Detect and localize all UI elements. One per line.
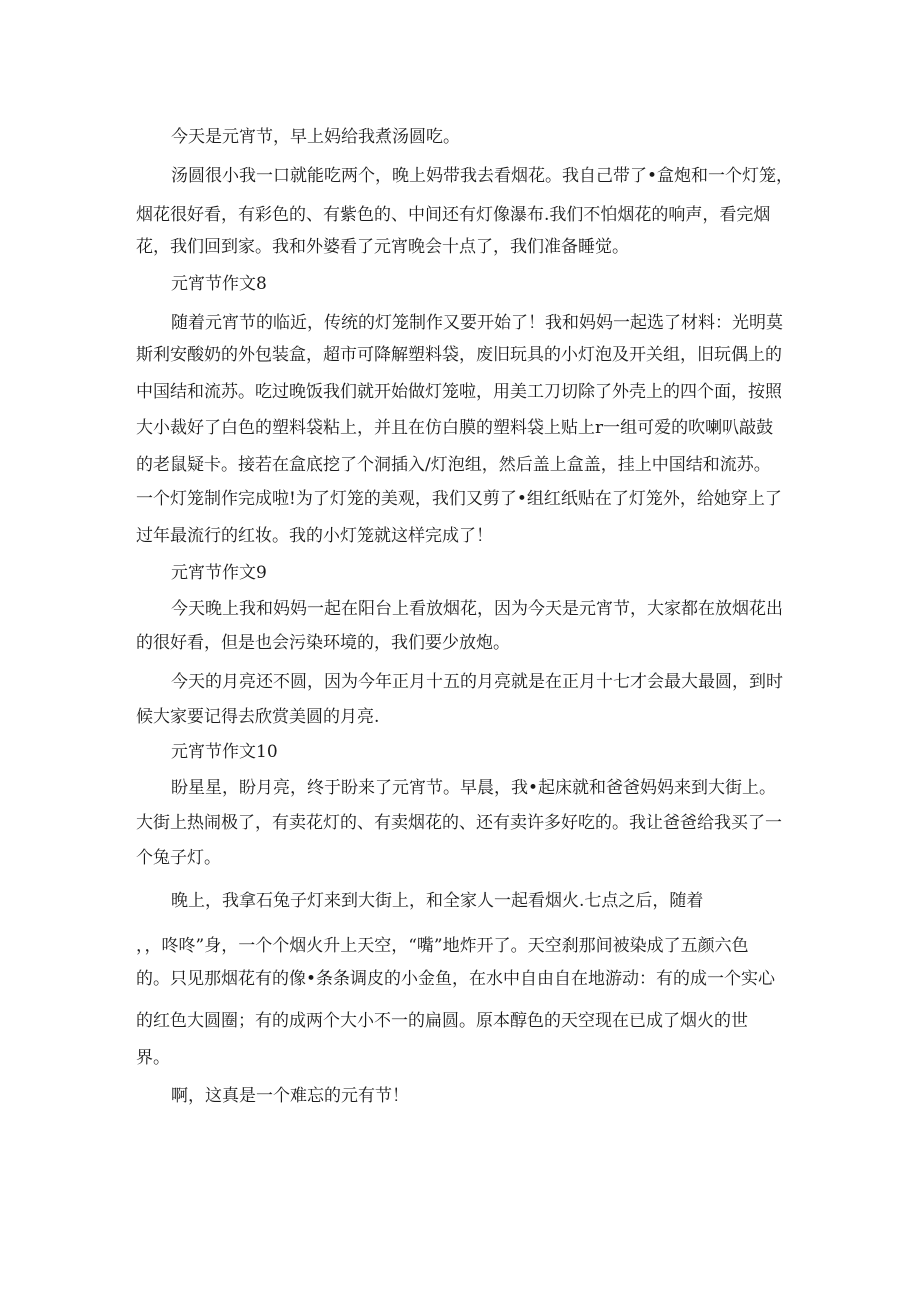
paragraph-line: 的。只见那烟花有的像•条条调皮的小金鱼，在水中自由自在地游动：有的成一个实心	[136, 969, 776, 989]
paragraph-line: 界。	[136, 1048, 170, 1068]
paragraph-line: 大小裁好了白色的塑料袋粘上，并且在仿白膜的塑料袋上贴上r一组可爱的吹喇叭敲鼓	[136, 418, 774, 438]
paragraph-line: 个兔子灯。	[136, 848, 221, 868]
paragraph-line: 烟花很好看，有彩色的、有紫色的、中间还有灯像瀑布.我们不怕烟花的响声，看完烟	[136, 205, 771, 225]
paragraph-line: 花，我们回到家。我和外婆看了元宵晚会十点了，我们准备睡觉。	[136, 237, 629, 257]
paragraph-line: 的老鼠疑卡。接若在盒底挖了个洞插入/灯泡组，然后盖上盒盖，挂上中国结和流苏。	[136, 455, 771, 475]
paragraph-line: 今天是元宵节，早上妈给我煮汤圆吃。	[171, 127, 460, 147]
paragraph-line: 盼星星，盼月亮，终于盼来了元宵节。早晨，我•起床就和爸爸妈妈来到大街上。	[171, 778, 777, 798]
paragraph-line: 的很好看，但是也会污染环境的，我们要少放炮。	[136, 633, 510, 653]
section-heading: 元宵节作文10	[171, 742, 278, 762]
paragraph-line: 随着元宵节的临近，传统的灯笼制作又要开始了！我和妈妈一起选了材料：光明莫	[171, 313, 783, 333]
paragraph-line: 晚上，我拿石兔子灯来到大街上，和全家人一起看烟火.七点之后，随着	[171, 891, 704, 911]
section-heading: 元宵节作文8	[171, 274, 267, 294]
paragraph-line: 汤圆很小我一口就能吃两个，晚上妈带我去看烟花。我自己带了•盒炮和一个灯笼，	[171, 166, 794, 186]
paragraph-line: 中国结和流苏。吃过晚饭我们就开始做灯笼啦，用美工刀切除了外壳上的四个面，按照	[136, 382, 782, 402]
paragraph-line: 的红色大圆圈；有的成两个大小不一的扁圆。原本醇色的天空现在已成了烟火的世	[136, 1011, 748, 1031]
paragraph-line: 啊，这真是一个难忘的元有节！	[171, 1086, 409, 1106]
paragraph-line: 一个灯笼制作完成啦!为了灯笼的美观，我们又剪了•组红纸贴在了灯笼外，给她穿上了	[136, 489, 782, 509]
paragraph-line: 大街上热闹极了，有卖花灯的、有卖烟花的、还有卖许多好吃的。我让爸爸给我买了一	[136, 813, 782, 833]
paragraph-line: 今天晚上我和妈妈一起在阳台上看放烟花，因为今天是元宵节，大家都在放烟花出	[171, 599, 783, 619]
paragraph-line: ，，咚咚”身，一个个烟火升上天空，“嘴”地炸开了。天空刹那间被染成了五颜六色	[136, 936, 749, 956]
section-heading: 元宵节作文9	[171, 563, 267, 583]
paragraph-line: 候大家要记得去欣赏美圆的月亮.	[136, 707, 380, 727]
paragraph-line: 过年最流行的红妆。我的小灯笼就这样完成了！	[136, 526, 493, 546]
paragraph-line: 今天的月亮还不圆，因为今年正月十五的月亮就是在正月十七才会最大最圆，到时	[171, 672, 783, 692]
paragraph-line: 斯利安酸奶的外包装盒，超市可降解塑料袋，废旧玩具的小灯泡及开关组，旧玩偶上的	[136, 345, 782, 365]
